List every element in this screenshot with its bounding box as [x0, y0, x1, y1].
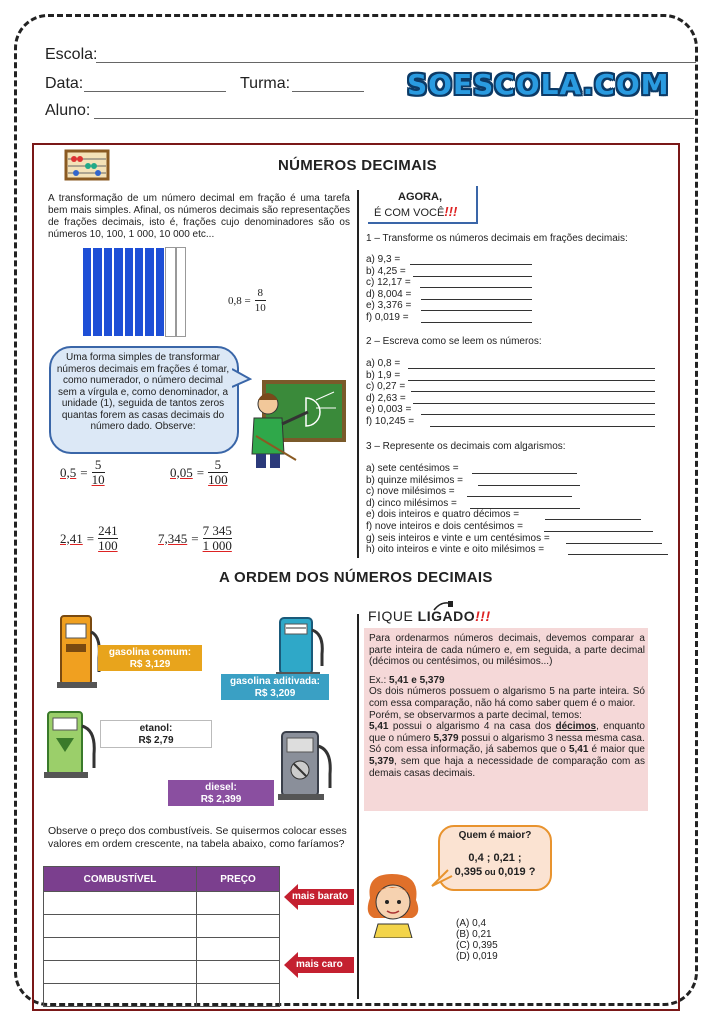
q1-title: 1 – Transforme os números decimais em frações decimais:	[366, 233, 628, 244]
intro-paragraph: A transformação de um número decimal em fração é uma tarefa bem mais simples. Afinal, os números decimais são representações de frações decimais, isto é, frações cujo denominadores são os números 10, 100, 1 000, 10 000 etc...	[48, 193, 350, 240]
example-3: 2,41 = $\frac{241}{100}$	[60, 523, 118, 553]
q1-item-label: b) 4,25 =	[366, 265, 406, 277]
answer-option[interactable]: (B) 0,21	[456, 929, 492, 940]
plug-icon	[432, 598, 454, 612]
bubble-text: Uma forma simples de transformar números decimais em frações é tomar, como numerador, o número decimal sem a vírgula e, como denominador, a unidade (1), seguida de tantos zeros quantas forem as casas decimais do número dado. Observe:	[56, 352, 230, 432]
girl-illustration	[362, 868, 424, 938]
q3-item-label: h) oito inteiros e vinte e oito milésimos =	[366, 544, 545, 556]
q1-item-label: c) 12,17 =	[366, 277, 411, 289]
column-divider-top	[357, 190, 359, 558]
q3-item-label: c) nove milésimos =	[366, 486, 455, 498]
fuel-question: Observe o preço dos combustíveis. Se quisermos colocar esses valores em ordem crescente, na tabela abaixo, como faríamos?	[48, 825, 347, 850]
q1-answer-field[interactable]	[413, 276, 532, 277]
q2-answer-field[interactable]	[408, 380, 655, 381]
q1-item-label: e) 3,376 =	[366, 300, 412, 312]
q3-answer-field[interactable]	[545, 519, 641, 520]
gas-pump-regular-icon	[55, 612, 103, 690]
q1-item-label: a) 9,3 =	[366, 254, 401, 265]
student-field[interactable]	[94, 118, 694, 119]
q3-item-label: a) sete centésimos =	[366, 463, 459, 474]
table-row[interactable]	[44, 892, 280, 915]
gas-pump-diesel-icon	[274, 728, 334, 804]
q1-answer-field[interactable]	[420, 287, 532, 288]
q1-answer-field[interactable]	[410, 264, 532, 265]
who-bigger-title: Quem é maior?	[458, 830, 532, 841]
teacher-illustration	[246, 378, 348, 470]
q2-answer-field[interactable]	[408, 368, 655, 369]
table-row[interactable]	[44, 984, 280, 1007]
class-label: Turma:	[240, 75, 291, 92]
answer-option[interactable]: (D) 0,019	[456, 951, 498, 962]
col-fuel: COMBUSTÍVEL	[44, 867, 197, 892]
student-label: Aluno:	[45, 102, 91, 119]
q3-answer-field[interactable]	[568, 554, 668, 555]
answer-option[interactable]: (C) 0,395	[456, 940, 498, 951]
example-4: 7,345 = $\frac{7 345}{1 000}$	[158, 523, 232, 553]
fuel-ethanol: etanol: R$ 2,79	[100, 720, 212, 748]
answer-option[interactable]: (A) 0,4	[456, 918, 487, 929]
q3-item-label: f) nove inteiros e dois centésimos =	[366, 521, 524, 532]
section-title-decimals: NÚMEROS DECIMAIS	[278, 157, 437, 174]
q3-item-label: d) cinco milésimos =	[366, 497, 457, 509]
bar-fraction: 0,8 = $\frac{8}{10}$	[228, 287, 266, 314]
q2-title: 2 – Escreva como se leem os números:	[366, 336, 542, 347]
q2-item-label: d) 2,63 =	[366, 392, 406, 404]
q2-answer-field[interactable]	[421, 414, 655, 415]
site-logo: SOESCOLA.COM	[407, 68, 670, 101]
cheaper-arrow: mais barato	[284, 884, 354, 910]
fuel-premium: gasolina aditivada: R$ 3,209	[221, 674, 329, 700]
date-label: Data:	[45, 75, 84, 92]
q3-answer-field[interactable]	[467, 496, 572, 497]
tip-text: Para ordenarmos números decimais, devemos comparar a parte inteira de cada número e, em seguida, a parte decimal (décimos ou centésimos, ou milésimos...) Ex.: 5,41 e 5,379 Os dois números possuem o algarismo 5 na parte inteira. Só com essa comparação, não há como saber quem é o maior. Porém, se observarmos a parte decimal, temos: 5,41 possui o algarismo 4 na casa dos décimos, enquanto que o número 5,379 possui o algarismo 3 nessa mesma casa. Só com essa informação, já sabemos que o 5,41 é maior que 5,379, sem que haja a necessidade de comparação com as demais casas decimais.	[369, 633, 645, 779]
q3-answer-field[interactable]	[566, 543, 662, 544]
q2-answer-field[interactable]	[413, 403, 655, 404]
school-field[interactable]	[96, 62, 696, 63]
q2-answer-field[interactable]	[411, 391, 655, 392]
q2-item-label: e) 0,003 =	[366, 404, 412, 416]
q1-answer-field[interactable]	[421, 299, 532, 300]
table-row[interactable]	[44, 938, 280, 961]
table-row[interactable]	[44, 915, 280, 938]
date-field[interactable]	[84, 91, 226, 92]
fraction-bars	[82, 247, 186, 337]
who-bigger-line2: 0,395 ou 0,019 ?	[454, 866, 536, 878]
fuel-diesel: diesel: R$ 2,399	[168, 780, 274, 806]
q3-answer-field[interactable]	[472, 473, 577, 474]
q1-answer-field[interactable]	[421, 310, 532, 311]
q2-item-label: a) 0,8 =	[366, 358, 401, 369]
q3-item-label: g) seis inteiros e vinte e um centésimos =	[366, 532, 550, 544]
q2-item-label: c) 0,27 =	[366, 381, 406, 393]
q1-item-label: d) 8,004 =	[366, 288, 412, 300]
q2-item-label: b) 1,9 =	[366, 369, 401, 381]
example-1: 0,5 = $\frac{5}{10}$	[60, 457, 105, 487]
table-row[interactable]	[44, 961, 280, 984]
gas-pump-premium-icon	[274, 614, 328, 680]
q1-answer-field[interactable]	[421, 322, 532, 323]
abacus-icon	[64, 149, 110, 181]
q2-item-label: f) 10,245 =	[366, 416, 415, 427]
q1-item-label: f) 0,019 =	[366, 312, 409, 323]
q3-item-label: e) dois inteiros e quatro décimos =	[366, 509, 520, 521]
section-title-order: A ORDEM DOS NÚMEROS DECIMAIS	[219, 569, 493, 586]
who-bigger-line1: 0,4 ; 0,21 ;	[468, 852, 522, 864]
example-2: 0,05 = $\frac{5}{100}$	[170, 457, 228, 487]
q3-title: 3 – Represente os decimais com algarismos:	[366, 441, 566, 452]
q2-answer-field[interactable]	[430, 426, 655, 427]
column-divider-bottom	[357, 614, 359, 999]
col-price: PREÇO	[197, 867, 280, 892]
school-label: Escola:	[45, 46, 98, 63]
gas-pump-ethanol-icon	[42, 708, 102, 782]
agora-line1: AGORA,	[398, 191, 442, 203]
fuel-order-table	[43, 866, 280, 1007]
agora-line2: É COM VOCÊ!!!	[374, 204, 458, 219]
q3-item-label: b) quinze milésimos =	[366, 474, 463, 486]
fuel-regular: gasolina comum: R$ 3,129	[98, 645, 202, 671]
q3-answer-field[interactable]	[478, 485, 580, 486]
class-field[interactable]	[292, 91, 364, 92]
fique-ligado-heading: FIQUE LIGADO!!!	[368, 608, 491, 624]
q3-answer-field[interactable]	[544, 531, 653, 532]
expensive-arrow: mais caro	[284, 952, 354, 978]
